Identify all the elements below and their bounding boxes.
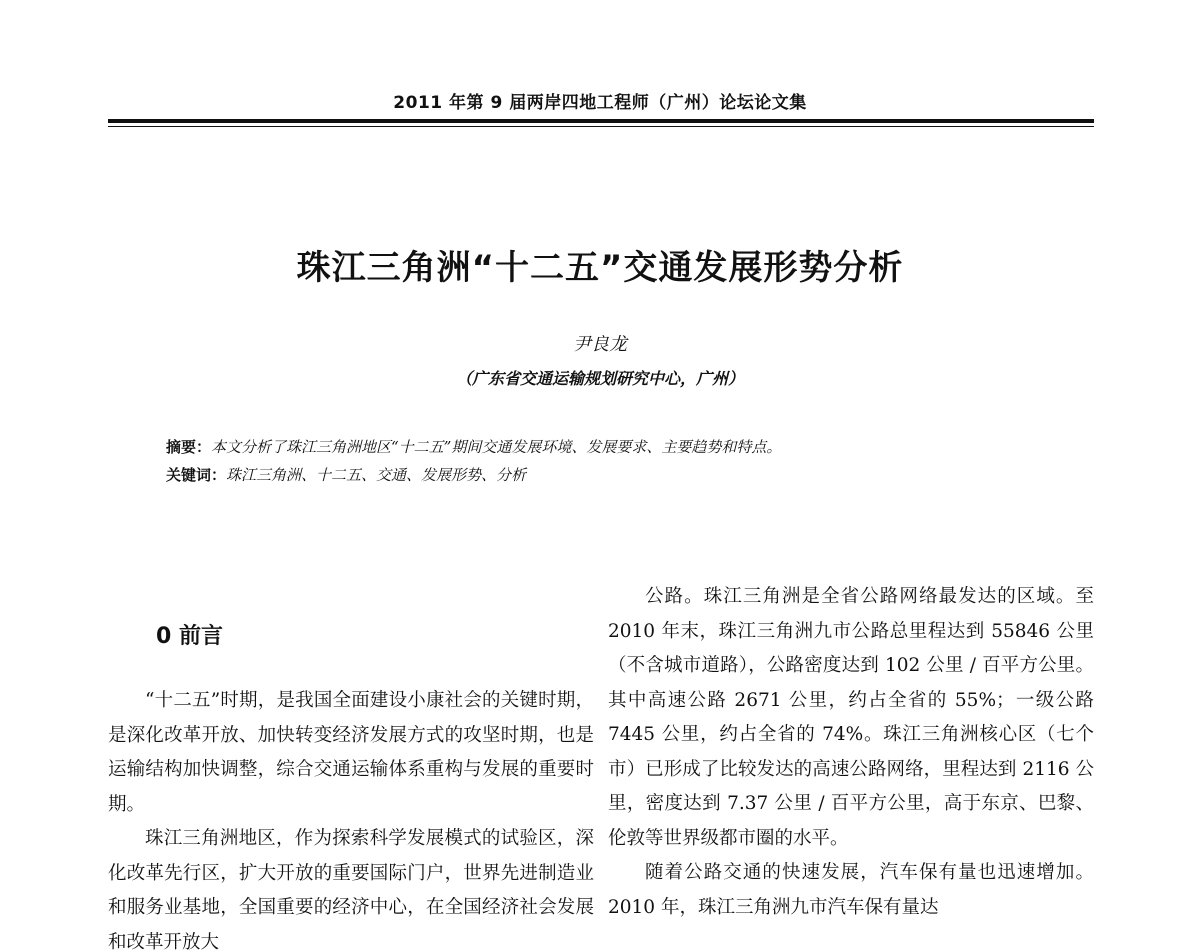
keywords-label: 关键词： xyxy=(166,466,227,484)
abstract-label: 摘要： xyxy=(166,438,212,456)
right-column xyxy=(608,580,1094,925)
running-header: 2011 年第 9 届两岸四地工程师（广州）论坛论文集 xyxy=(393,93,807,113)
left-paragraph: 珠江三角洲地区，作为探索科学发展模式的试验区，深化改革先行区，扩大开放的重要国际门户，世界先进制造业和服务业基地，全国重要的经济中心，在全国经济社会发展和改革开放大 xyxy=(108,828,594,952)
right-paragraph: 随着公路交通的快速发展，汽车保有量也迅速增加。2010 年，珠江三角洲九市汽车保有量达 xyxy=(608,862,1094,918)
left-column xyxy=(108,620,594,952)
keywords-text: 珠江三角洲、十二五、交通、发展形势、分析 xyxy=(226,466,527,484)
abstract-text: 本文分析了珠江三角洲地区“十二五”期间交通发展环境、发展要求、主要趋势和特点。 xyxy=(211,438,782,456)
article-title: 珠江三角洲“十二五”交通发展形势分析 xyxy=(296,248,904,288)
right-paragraph: 公路。珠江三角洲是全省公路网络最发达的区域。至 2010 年末，珠江三角洲九市公路总里程达到 55846 公里（不含城市道路），公路密度达到 102 公里 / 百平方公里。其中高速公路 2671 公里，约占全省的 55%；一级公路 7445 公里，约占全省的 74%。珠江三角洲核心区（七个市）已形成了比较发达的高速公路网络，里程达到 2116 公里，密度达到 7.37 公里 / 百平方公里，高于东京、巴黎、伦敦等世界级都市圈的水平。 xyxy=(608,586,1094,849)
article-author: 尹良龙 xyxy=(573,334,627,355)
section-heading: 0 前言 xyxy=(156,624,223,649)
keywords xyxy=(166,464,1066,485)
header-rule-thin xyxy=(108,126,1094,127)
abstract xyxy=(166,436,1066,457)
left-paragraph: “十二五”时期，是我国全面建设小康社会的关键时期，是深化改革开放、加快转变经济发展方式的攻坚时期，也是运输结构加快调整，综合交通运输体系重构与发展的重要时期。 xyxy=(108,690,594,815)
article-affiliation: （广东省交通运输规划研究中心，广州） xyxy=(455,369,744,388)
header-rule-thick xyxy=(108,119,1094,123)
